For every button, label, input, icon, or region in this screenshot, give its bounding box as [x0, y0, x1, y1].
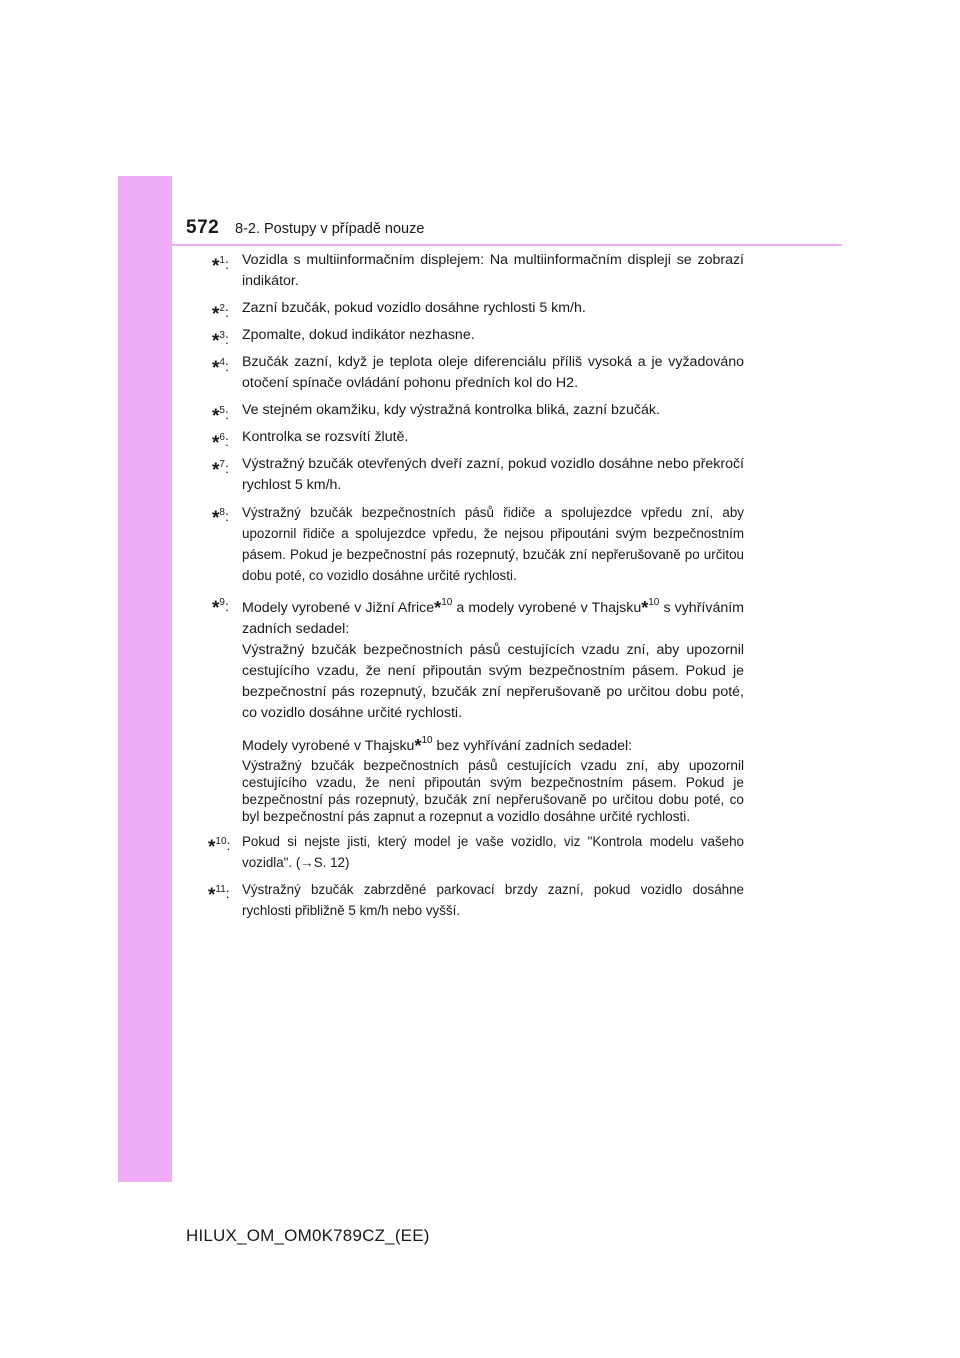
footnote-marker: *$^8$:	[212, 507, 229, 529]
chapter-side-tab	[118, 176, 172, 1182]
footnote-intro: Modely vyrobené v Thajsku*$^{10}$ bez vyhřívání zadních sedadel:	[242, 735, 633, 756]
asterisk-icon: *	[434, 598, 442, 618]
asterisk-icon: *	[212, 256, 220, 277]
page-number: 572	[186, 217, 220, 238]
footnote-marker: *$^7$:	[212, 459, 229, 481]
footnote-text: Bzučák zazní, když je teplota oleje diferenciálu příliš vysoká a je vyžadováno otočení spínače ovládání pohonu předních kol do H2.	[242, 354, 744, 391]
asterisk-icon: *	[212, 433, 220, 454]
document-code: HILUX_OM_OM0K789CZ_(EE)	[186, 1226, 430, 1245]
asterisk-icon: *	[208, 885, 216, 906]
footnote-3	[212, 325, 744, 352]
footnote-5	[212, 400, 744, 427]
footnote-text: Kontrolka se rozsvítí žlutě.	[242, 429, 409, 445]
footnote-10	[208, 831, 744, 873]
asterisk-icon: *	[212, 331, 220, 352]
footnote-marker: *$^1$:	[212, 255, 229, 277]
footnote-11	[208, 879, 744, 921]
asterisk-icon: *	[212, 508, 220, 529]
footnote-7	[212, 454, 744, 496]
asterisk-icon: *	[208, 837, 216, 858]
footnote-8	[212, 502, 744, 586]
asterisk-icon: *	[212, 358, 220, 379]
footnote-list	[208, 250, 744, 927]
asterisk-icon: *	[212, 598, 220, 619]
footnote-marker: *$^3$:	[212, 330, 229, 352]
footnote-marker: *$^9$:	[212, 597, 229, 619]
footnote-text: Výstražný bzučák bezpečnostních pásů řidiče a spolujezdce vpředu zní, aby upozornil řidiče a spolujezdce vpředu, že nejsou připoutáni svým bezpečnostním pásem. Pokud je bezpečnostní pás rozepnutý, bzučák zní nepřerušovaně po určitou dobu poté, co vozidlo dosáhne určité rychlosti.	[242, 505, 744, 583]
footnote-6	[212, 427, 744, 454]
section-title: 8-2. Postupy v případě nouze	[235, 221, 425, 237]
footnote-text: Výstražný bzučák otevřených dveří zazní, pokud vozidlo dosáhne nebo překročí rychlost 5 km/h.	[242, 456, 744, 493]
header-divider	[172, 244, 842, 246]
footnote-marker: *$^5$:	[212, 405, 229, 427]
footnote-text: Výstražný bzučák zabrzděné parkovací brzdy zazní, pokud vozidlo dosáhne rychlosti přibližně 5 km/h nebo vyšší.	[242, 882, 744, 918]
asterisk-icon: *	[641, 598, 649, 618]
footnote-marker: *$^4$:	[212, 357, 229, 379]
footnote-text: Ve stejném okamžiku, kdy výstražná kontrolka bliká, zazní bzučák.	[242, 402, 660, 418]
asterisk-icon: *	[212, 406, 220, 427]
footnote-text: Pokud si nejste jisti, který model je vaše vozidlo, viz "Kontrola modelu vašeho vozidla". (→S. 12)	[242, 834, 744, 870]
footnote-marker: *$^2$:	[212, 303, 229, 325]
footnote-text: Zazní bzučák, pokud vozidlo dosáhne rychlosti 5 km/h.	[242, 300, 586, 316]
footnote-4	[212, 352, 744, 394]
footnote-9	[212, 592, 744, 825]
asterisk-icon: *	[212, 304, 220, 325]
asterisk-icon: *	[212, 460, 220, 481]
footnote-intro: Modely vyrobené v Jižní Africe*$^{10}$ a modely vyrobené v Thajsku*$^{10}$ s vyhříváním zadních sedadel:	[242, 597, 744, 637]
footnote-text: Vozidla s multiinformačním displejem: Na multiinformačním displeji se zobrazí indikátor.	[242, 252, 744, 289]
footnote-marker: *$^6$:	[212, 432, 229, 454]
footnote-paragraph: Výstražný bzučák bezpečnostních pásů cestujících vzadu zní, aby upozornil cestujícího vzadu, že není připoután svým bezpečnostním pásem. Pokud je bezpečnostní pás rozepnutý, bzučák zní nepřerušovaně po určitou dobu poté, co vozidlo dosáhne určité rychlosti.	[242, 642, 744, 721]
footnote-paragraph: Výstražný bzučák bezpečnostních pásů cestujících vzadu zní, aby upozornil cestujícího vzadu, že není připoután svým bezpečnostním pásem. Pokud je bezpečnostní pás rozepnutý, bzučák zní nepřerušovaně po určitou dobu poté, co byl bezpečnostní pás zapnut a rozepnut a vozidlo dosáhne určité rychlosti.	[242, 758, 744, 824]
footnote-marker: *$^{11}$:	[208, 884, 230, 906]
footnote-1	[212, 250, 744, 292]
asterisk-icon: *	[414, 736, 422, 756]
footnote-2	[212, 298, 744, 325]
footnote-marker: *$^{10}$:	[208, 836, 231, 858]
footnote-text: Zpomalte, dokud indikátor nezhasne.	[242, 327, 475, 343]
